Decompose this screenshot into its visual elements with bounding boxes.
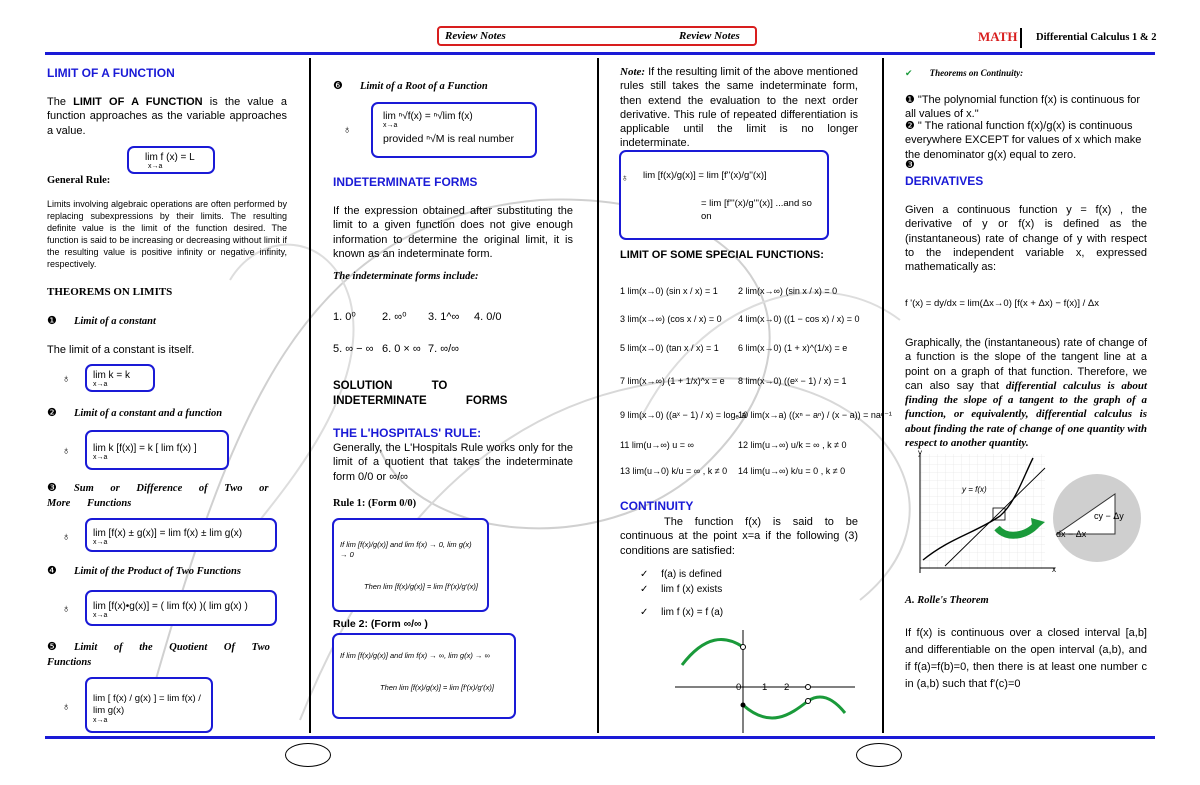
subject-label: MATH (978, 29, 1018, 44)
theorem-2-title: ❷ Limit of a constant and a function (47, 407, 223, 419)
pointer-icon: ♁ (62, 531, 71, 543)
pointer-icon: ♁ (62, 445, 71, 457)
special-limit-6: 6 lim(x→0) (1 + x)^(1/x) = e (738, 343, 848, 353)
figure-x-axis-label: x (1052, 565, 1056, 574)
limit-of-function-heading: LIMIT OF A FUNCTION (47, 66, 175, 80)
special-limit-9: 9 lim(x→0) ((aˣ − 1) / x) = logₑ a (620, 410, 747, 420)
check-icon: ✓ (640, 607, 649, 618)
pointer-icon: ♁ (343, 124, 352, 136)
solution-indeterminate-heading: SOLUTION TO INDETERMINATE FORMS (333, 380, 508, 407)
col-separator-2 (597, 58, 599, 733)
lhospital-heading: THE L'HOSPITALS' RULE: (333, 426, 482, 440)
derivatives-heading: DERIVATIVES (905, 174, 984, 188)
form-3: 3. 1^∞ (428, 311, 460, 323)
theorem-4-title: ❹ Limit of the Product of Two Functions (47, 565, 241, 577)
form-2: 2. ∞⁰ (382, 311, 407, 323)
col-separator-1 (309, 58, 311, 733)
continuity-theorem-3: ❸ (905, 159, 915, 171)
pointer-icon: ♁ (62, 373, 71, 385)
limit-definition-text: The LIMIT OF A FUNCTION is the value a function approaches as the variable approaches a value. (47, 96, 287, 137)
derivative-definition-text: Given a continuous function y = f(x) , the derivative of y or f(x) is defined as the (instantaneous) rate of change of y with respect to the independent variable x, expressed mathematically as: (905, 204, 1147, 274)
condition-2: ✓ lim f (x) exists (640, 584, 723, 595)
theorem-1-text: The limit of a constant is itself. (47, 344, 195, 356)
pointer-icon: ♁ (621, 173, 629, 184)
theorem-2-formula: lim k [f(x)] = k [ lim f(x) ] x→a (85, 430, 229, 470)
continuity-theorem-1: ❶ "The polynomial function f(x) is continuous for all values of x." (905, 94, 1141, 121)
special-limit-7: 7 lim(x→∞) (1 + 1/x)^x = e (620, 376, 725, 386)
repeated-derivative-formula: ♁ lim [f(x)/g(x)] = lim [f''(x)/g''(x)] = lim [f'''(x)/g'''(x)] ...and so on (619, 150, 829, 240)
general-rule-text: Limits involving algebraic operations are often performed by replacing subexpressions by their limits. The resulting definite value is the limit of the function desired. The function is said to be increasing or decreasing without limit if the resulting value is positive infinity or negative infinity, respectively. (47, 199, 287, 269)
indeterminate-forms-heading: INDETERMINATE FORMS (333, 175, 478, 189)
footer-oval-left (285, 743, 331, 767)
pointer-icon: ♁ (62, 701, 71, 713)
theorem-6-title: ❻ Limit of a Root of a Function (333, 80, 488, 92)
special-limit-8: 8 lim(x→0) ((eˣ − 1) / x) = 1 (738, 376, 847, 386)
form-5: 5. ∞ − ∞ (333, 343, 374, 355)
col-separator-3 (882, 58, 884, 733)
rolles-theorem-text: If f(x) is continuous over a closed interval [a,b] and differentiable on the open interval (a,b), and if f(a)=f(b)=0, then there is at least one number c in (a,b) such that f'(c)=0 (905, 627, 1147, 691)
figure-dx-label: dx − Δx (1056, 529, 1087, 539)
special-limit-11: 11 lim(u→∞) u = ∞ (620, 440, 694, 450)
header-divider (1020, 28, 1022, 48)
special-functions-heading: LIMIT OF SOME SPECIAL FUNCTIONS: (620, 249, 824, 261)
special-limit-10: 10 lim(x→a) ((xⁿ − aⁿ) / (x − a)) = naⁿ⁻¹ (738, 410, 892, 420)
graph-tick-1: 1 (762, 682, 768, 693)
continuity-graph (670, 625, 860, 735)
note-text: Note: If the resulting limit of the above mentioned rules still takes the same indeterminate form, then extend the evaluation to the next order derivative. This rule of repeated differentiation is applicable until the limit is no longer indeterminate. (620, 66, 858, 150)
theorem-3-formula: lim [f(x) ± g(x)] = lim f(x) ± lim g(x) x→a (85, 518, 277, 552)
course-title: Differential Calculus 1 & 2 (1036, 32, 1157, 43)
check-icon: ✓ (640, 584, 649, 595)
rule-1-formula: If lim [f(x)/g(x)] and lim f(x) → 0, lim g(x) → 0 Then lim [f(x)/g(x)] = lim [f'(x)/g'(x)] (332, 518, 489, 612)
condition-1: ✓ f(a) is defined (640, 569, 722, 580)
check-icon: ✓ (640, 569, 649, 580)
graph-tick-0: 0 (736, 682, 742, 693)
special-limit-4: 4 lim(x→0) ((1 − cos x) / x) = 0 (738, 314, 860, 324)
continuity-theorem-2: ❷ " The rational function f(x)/g(x) is continuous everywhere EXCEPT for values of x which make the denominator g(x) equal to zero. (905, 120, 1142, 161)
figure-y-axis-label: y (918, 448, 922, 457)
special-limit-3: 3 lim(x→∞) (cos x / x) = 0 (620, 314, 722, 324)
rolles-theorem-heading: A. Rolle's Theorem (905, 595, 989, 606)
continuity-theorems-title: ✔ Theorems on Continuity: (905, 68, 1024, 78)
theorem-1-formula: lim k = k x→a (85, 364, 155, 392)
form-4: 4. 0/0 (474, 311, 502, 323)
special-limit-1: 1 lim(x→0) (sin x / x) = 1 (620, 286, 718, 296)
figure-curve-label: y = f(x) (962, 485, 987, 494)
theorem-4-formula: lim [f(x)•g(x)] = ( lim f(x) )( lim g(x) ) x→a (85, 590, 277, 626)
special-limit-13: 13 lim(u→0) k/u = ∞ , k ≠ 0 (620, 466, 728, 476)
theorem-1-title: ❶ Limit of a constant (47, 315, 156, 327)
review-notes-banner (437, 26, 757, 46)
graphical-interpretation-text: Graphically, the (instantaneous) rate of change of a function is the slope of the tangent line at a point on a graph of that function. Therefore, we can also say that differential calculus is about finding the slope of a tangent to the graph of a function, or equivalently, differential calculus is about finding the rate of change of one quantity with respect to another quantity. (905, 337, 1147, 450)
graph-tick-2: 2 (784, 682, 790, 693)
form-7: 7. ∞/∞ (428, 343, 459, 355)
special-limit-12: 12 lim(u→∞) u/k = ∞ , k ≠ 0 (738, 440, 847, 450)
check-icon: ✔ (905, 68, 913, 78)
continuity-heading: CONTINUITY (620, 499, 694, 513)
special-limit-2: 2 lim(x→∞) (sin x / x) = 0 (738, 286, 838, 296)
indeterminate-forms-text: If the expression obtained after substituting the limit to a given function does not give enough information to determine the original limit, it is known as an indeterminate form. (333, 205, 573, 260)
general-rule-label: General Rule: (47, 175, 111, 186)
limit-definition-formula: lim f (x) = L x→a (127, 146, 215, 174)
form-6: 6. 0 × ∞ (382, 343, 421, 355)
header-rule (45, 52, 1155, 55)
special-limit-5: 5 lim(x→0) (tan x / x) = 1 (620, 343, 719, 353)
form-1: 1. 0⁰ (333, 311, 356, 323)
rule-1-title: Rule 1: (Form 0/0) (333, 498, 417, 509)
figure-dy-label: cy − Δy (1094, 511, 1124, 521)
footer-rule (45, 736, 1155, 739)
theorem-6-formula: lim ⁿ√f(x) = ⁿ√lim f(x) x→a provided ⁿ√M is real number (371, 102, 537, 158)
footer-oval-right (856, 743, 902, 767)
special-limit-14: 14 lim(u→∞) k/u = 0 , k ≠ 0 (738, 466, 846, 476)
derivative-formula: f '(x) = dy/dx = lim(Δx→0) [f(x + Δx) − f(x)] / Δx (905, 298, 1099, 309)
rule-2-title: Rule 2: (Form ∞/∞ ) (333, 618, 428, 630)
theorems-on-limits-heading: THEOREMS ON LIMITS (47, 286, 173, 298)
theorem-5-formula: lim [ f(x) / g(x) ] = lim f(x) / lim g(x) x→a (85, 677, 213, 733)
pointer-icon: ♁ (62, 603, 71, 615)
review-notes-left: Review Notes (445, 30, 506, 42)
review-notes-right: Review Notes (679, 30, 740, 42)
indeterminate-include-label: The indeterminate forms include: (333, 271, 479, 282)
lhospital-text: Generally, the L'Hospitals Rule works only for the limit of a quotient that takes the indeterminate form 0/0 or ∞/∞ (333, 442, 573, 483)
continuity-text: The function f(x) is said to be continuous at the point x=a if the following (3) conditions are satisfied: (620, 516, 858, 557)
theorem-5-title: ❺ Limit of the Quotient Of Two Functions (47, 641, 270, 668)
rule-2-formula: If lim [f(x)/g(x)] and lim f(x) → ∞, lim g(x) → ∞ Then lim [f(x)/g(x)] = lim [f'(x)/g'(x)] (332, 633, 516, 719)
theorem-3-title: ❸ Sum or Difference of Two or More Functions (47, 482, 269, 509)
condition-3: ✓ lim f (x) = f (a) (640, 607, 724, 618)
